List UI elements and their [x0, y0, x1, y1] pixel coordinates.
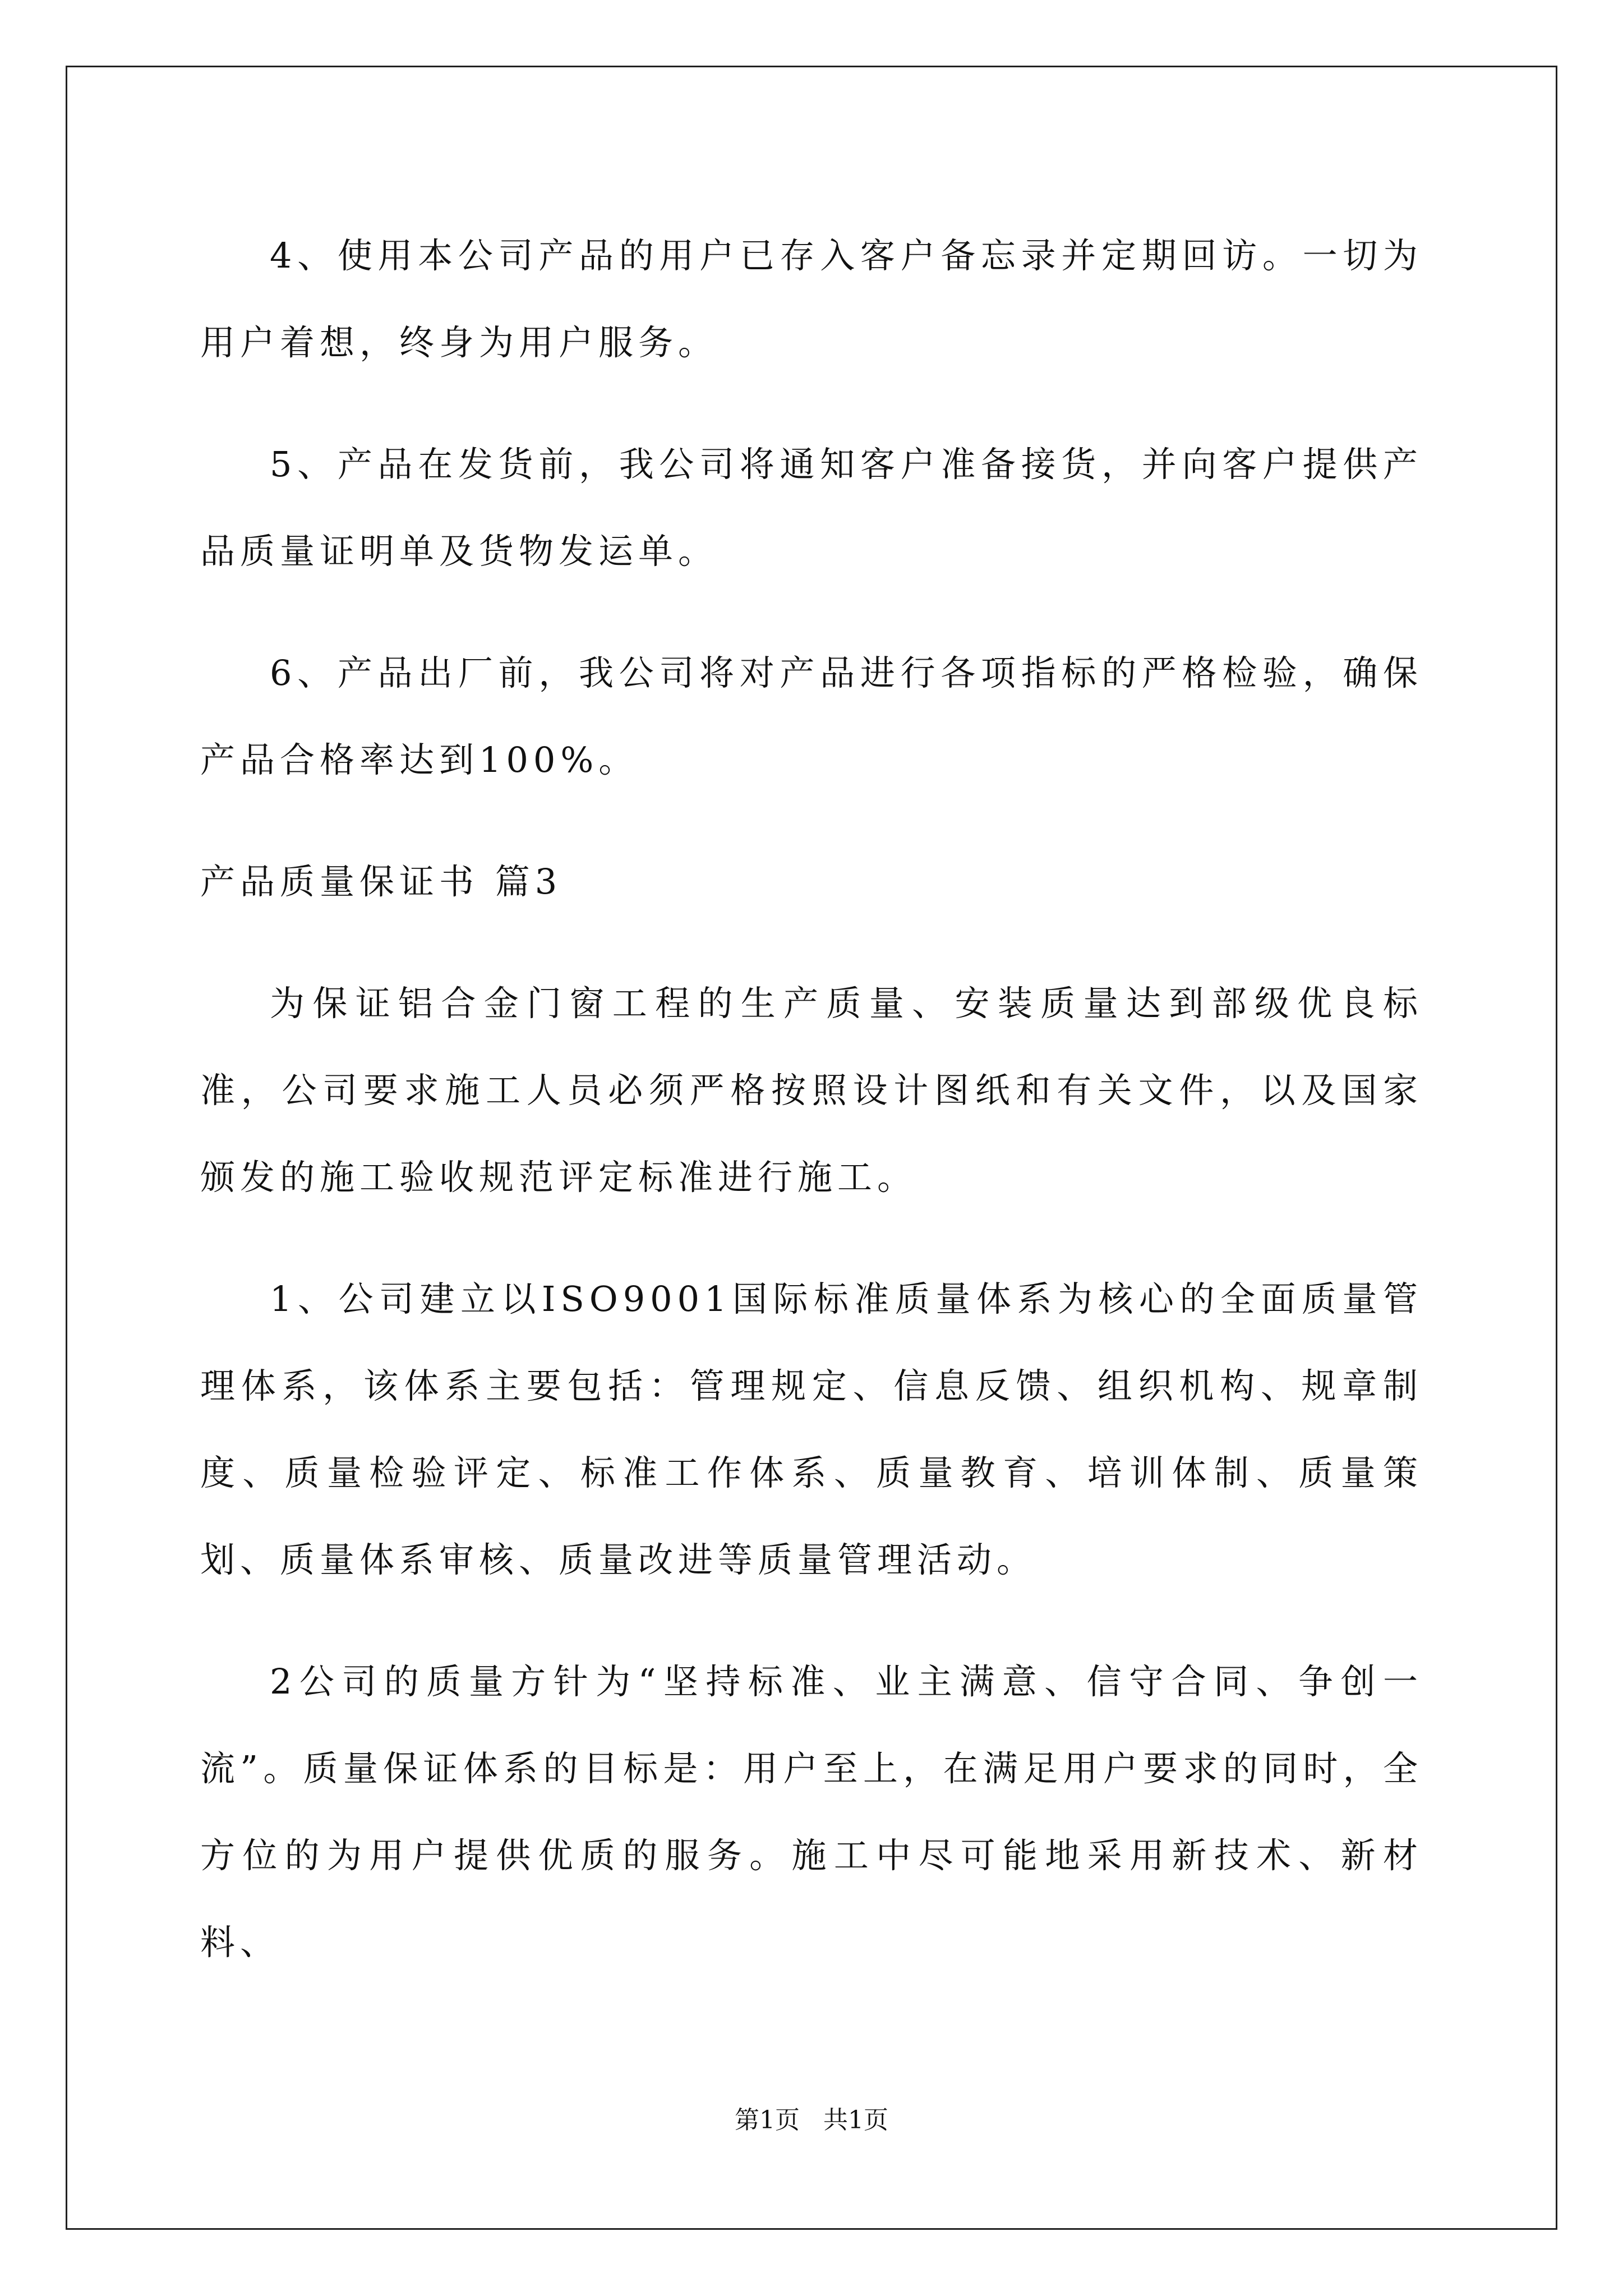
page-total: 共1页 [823, 2106, 888, 2134]
section-heading: 产品质量保证书 篇3 [200, 861, 562, 902]
paragraph-item-4: 4、使用本公司产品的用户已存入客户备忘录并定期回访。一切为用户着想，终身为用户服务。 [200, 235, 1423, 363]
paragraph-item-5: 5、产品在发货前，我公司将通知客户准备接货，并向客户提供产品质量证明单及货物发运单。 [200, 444, 1423, 572]
paragraph-item-2: 2公司的质量方针为“坚持标准、业主满意、信守合同、争创一流”。质量保证体系的目标是：用户至上，在满足用户要求的同时，全方位的为用户提供优质的服务。施工中尽可能地采用新技术、新材料、 [200, 1661, 1423, 1963]
paragraph-item-6: 6、产品出厂前，我公司将对产品进行各项指标的严格检验，确保产品合格率达到100%。 [200, 652, 1423, 780]
paragraph-item-1: 1、公司建立以ISO9001国际标准质量体系为核心的全面质量管理体系，该体系主要包括：管理规定、信息反馈、组织机构、规章制度、质量检验评定、标准工作体系、质量教育、培训体制、质量策划、质量体系审核、质量改进等质量管理活动。 [200, 1278, 1423, 1580]
document-body [200, 212, 1423, 2021]
paragraph-intro: 为保证铝合金门窗工程的生产质量、安装质量达到部级优良标准，公司要求施工人员必须严格按照设计图纸和有关文件，以及国家颁发的施工验收规范评定标准进行施工。 [200, 983, 1423, 1198]
page-number: 第1页 [735, 2106, 800, 2134]
page-footer [0, 2104, 1623, 2137]
